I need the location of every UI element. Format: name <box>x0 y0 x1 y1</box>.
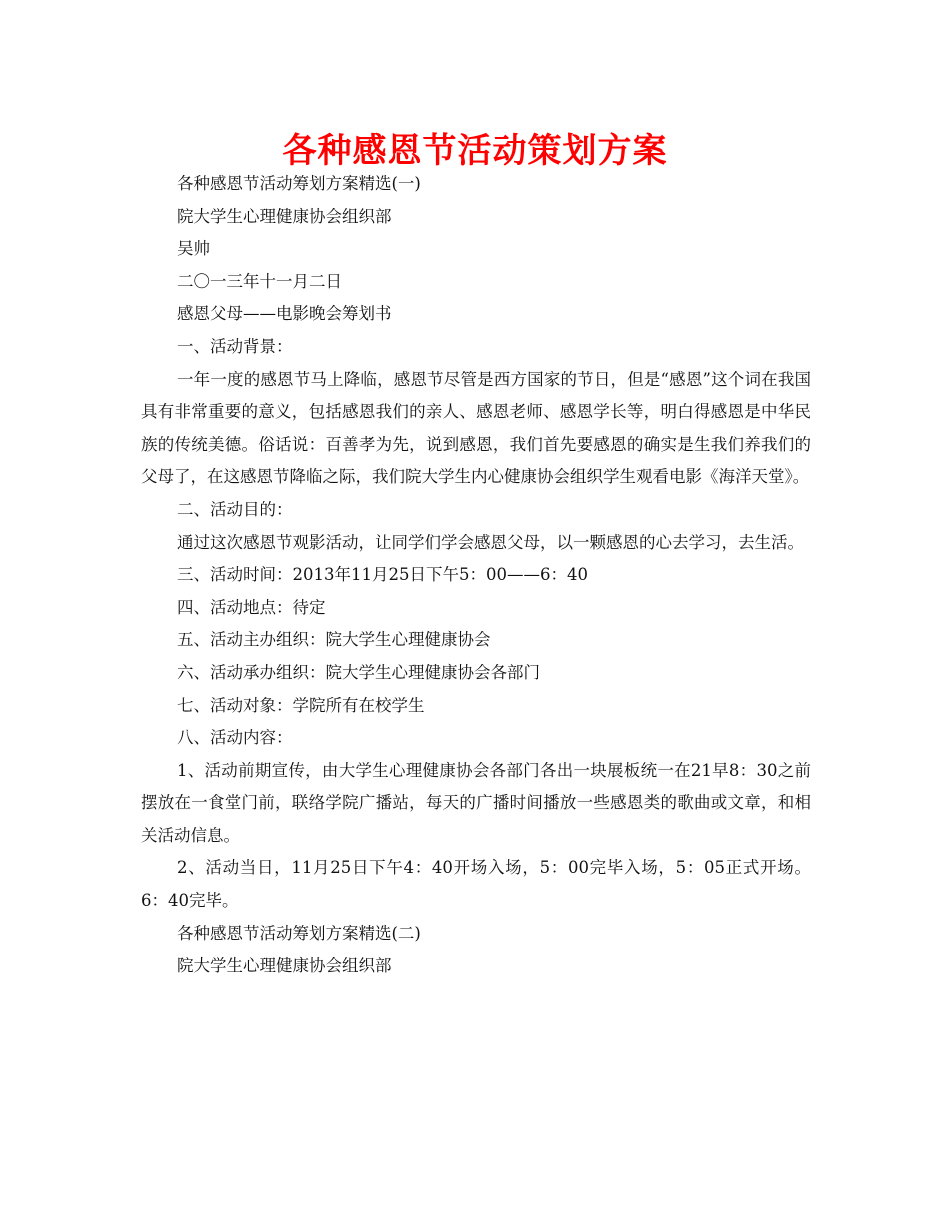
paragraph-organization-2: 院大学生心理健康协会组织部 <box>177 956 392 976</box>
paragraph-content-heading: 八、活动内容： <box>177 728 293 748</box>
paragraph-section-heading: 各种感恩节活动筹划方案精选(一) <box>177 174 421 193</box>
paragraph-background-heading: 一、活动背景： <box>177 336 293 356</box>
document-body <box>141 168 811 983</box>
paragraph-organization: 院大学生心理健康协会组织部 <box>177 206 392 226</box>
paragraph-content-item-2: 2、活动当日，11月25日下午4：40开场入场，5：00完毕入场，5：05正式开场。6：40完毕。 <box>141 858 811 911</box>
paragraph-section-heading-2: 各种感恩节活动筹划方案精选(二) <box>177 923 421 943</box>
paragraph-subtitle: 感恩父母——电影晚会筹划书 <box>177 304 392 324</box>
paragraph-time: 三、活动时间：2013年11月25日下午5：00——6：40 <box>177 565 588 585</box>
paragraph-date: 二〇一三年十一月二日 <box>177 271 342 291</box>
paragraph-organizer: 六、活动承办组织：院大学生心理健康协会各部门 <box>177 662 540 682</box>
paragraph-audience: 七、活动对象：学院所有在校学生 <box>177 695 425 715</box>
document-title: 各种感恩节活动策划方案 <box>282 131 668 171</box>
paragraph-host: 五、活动主办组织：院大学生心理健康协会 <box>177 630 491 650</box>
paragraph-location: 四、活动地点：待定 <box>177 597 326 617</box>
paragraph-purpose-text: 通过这次感恩节观影活动，让同学们学会感恩父母，以一颗感恩的心去学习，去生活。 <box>177 532 804 552</box>
paragraph-background-text: 一年一度的感恩节马上降临，感恩节尽管是西方国家的节日，但是“感恩”这个词在我国具有非常重要的意义，包括感恩我们的亲人、感恩老师、感恩学长等，明白得感恩是中华民族的传统美德。俗话说：百善孝为先，说到感恩，我们首先要感恩的确实是生我们养我们的父母了，在这感恩节降临之际，我们院大学生内心健康协会组织学生观看电影《海洋天堂》。 <box>141 369 811 487</box>
paragraph-author: 吴帅 <box>177 239 210 259</box>
paragraph-content-item-1: 1、活动前期宣传，由大学生心理健康协会各部门各出一块展板统一在21早8：30之前摆放在一食堂门前，联络学院广播站，每天的广播时间播放一些感恩类的歌曲或文章，和相关活动信息。 <box>141 760 811 845</box>
paragraph-purpose-heading: 二、活动目的： <box>177 499 293 519</box>
